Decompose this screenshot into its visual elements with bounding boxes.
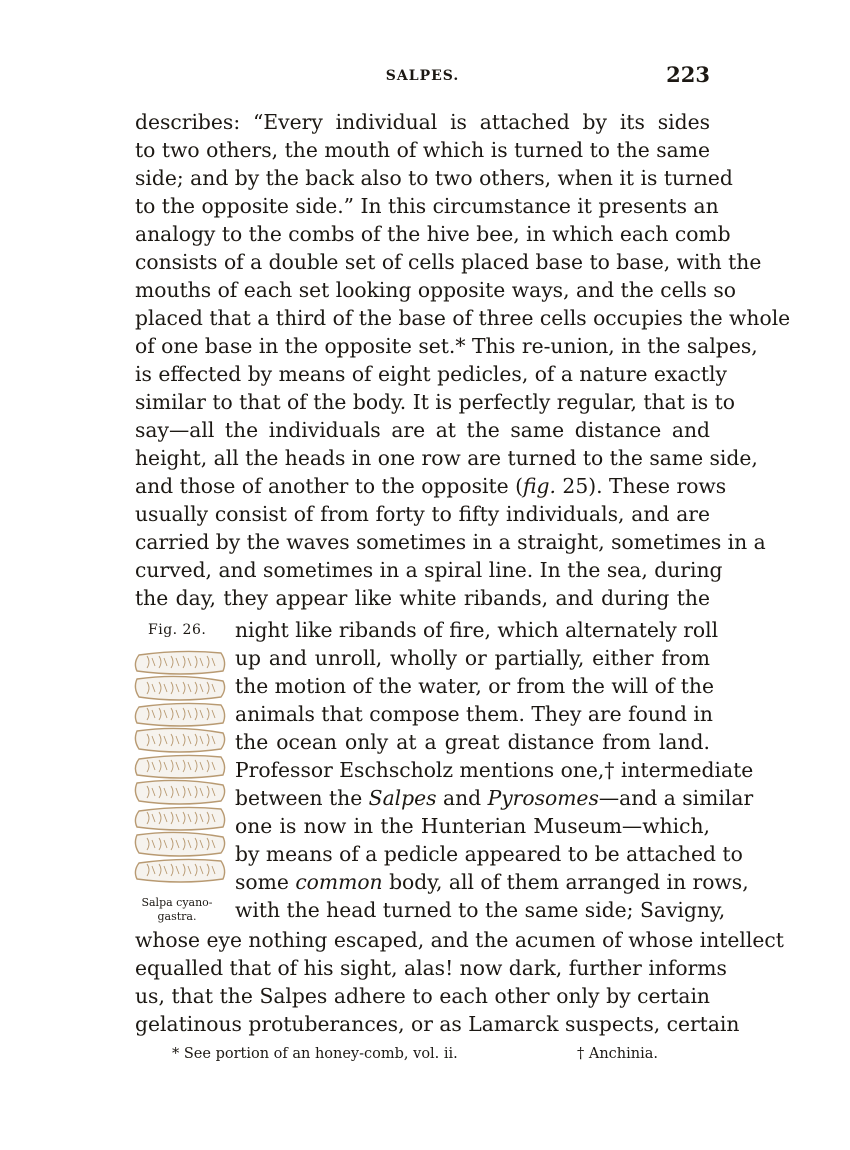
text-line: the day, they appear like white ribands, and during the <box>135 586 710 610</box>
text-line: the ocean only at a great distance from land. <box>235 730 710 754</box>
text-line: consists of a double set of cells placed base to base, with the <box>135 250 762 274</box>
running-title: SALPES. <box>385 68 460 84</box>
text-line: us, that the Salpes adhere to each other only by certain <box>135 984 710 1008</box>
caption-line: gastra. <box>157 910 197 923</box>
text-line: to the opposite side.” In this circumstance it presents an <box>135 194 719 218</box>
figure-caption <box>127 896 227 924</box>
text-line: to two others, the mouth of which is turned to the same <box>135 138 710 162</box>
text-line: of one base in the opposite set.* This re-union, in the salpes, <box>135 334 758 358</box>
text-run: between the <box>235 786 369 810</box>
text-line: similar to that of the body. It is perfectly regular, that is to <box>135 390 736 414</box>
text-line: with the head turned to the same side; Savigny, <box>235 898 726 922</box>
text-run: and those of another to the opposite ( <box>135 474 524 498</box>
text-line <box>135 472 727 500</box>
text-line <box>235 868 749 896</box>
text-run: —and a similar <box>598 786 754 810</box>
text-line: animals that compose them. They are found in <box>235 702 713 726</box>
text-line: carried by the waves sometimes in a straight, sometimes in a <box>135 530 766 554</box>
text-run: body, all of them arranged in rows, <box>382 870 749 894</box>
figure-reference: fig. <box>523 474 556 498</box>
text-line: mouths of each set looking opposite ways, and the cells so <box>135 278 737 302</box>
text-line: curved, and sometimes in a spiral line. In the sea, during <box>135 558 723 582</box>
text-line: the motion of the water, or from the will of the <box>235 674 714 698</box>
text-line: height, all the heads in one row are turned to the same side, <box>135 446 758 470</box>
text-line: usually consist of from forty to fifty individuals, and are <box>135 502 710 526</box>
text-line: placed that a third of the base of three cells occupies the whole <box>135 306 791 330</box>
text-line: one is now in the Hunterian Museum—which, <box>235 814 710 838</box>
salpa-chain-illustration <box>131 645 229 893</box>
text-line: say—all the individuals are at the same distance and <box>135 418 710 442</box>
figure-label: Fig. 26. <box>148 622 207 638</box>
text-line: up and unroll, wholly or partially, either from <box>235 646 710 670</box>
page-number: 223 <box>666 62 710 87</box>
text-line: by means of a pedicle appeared to be attached to <box>235 842 743 866</box>
text-line: gelatinous protuberances, or as Lamarck suspects, certain <box>135 1012 740 1036</box>
text-run: and <box>436 786 488 810</box>
footnote-anchinia: † Anchinia. <box>577 1046 658 1062</box>
footnote-honeycomb: * See portion of an honey-comb, vol. ii. <box>172 1046 458 1062</box>
salpa-figure-svg <box>131 645 229 893</box>
text-line: side; and by the back also to two others, when it is turned <box>135 166 733 190</box>
text-run: 25). These rows <box>555 474 727 498</box>
text-line: whose eye nothing escaped, and the acumen of whose intellect <box>135 928 784 952</box>
text-line: is effected by means of eight pedicles, of a nature exactly <box>135 362 727 386</box>
text-line: describes: “Every individual is attached by its sides <box>135 110 710 134</box>
text-line: Professor Eschscholz mentions one,† intermediate <box>235 758 754 782</box>
emphasis: common <box>295 870 383 894</box>
genus-name: Salpes <box>368 786 437 810</box>
text-line <box>235 784 754 812</box>
caption-line: Salpa cyano- <box>141 896 213 909</box>
genus-name: Pyrosomes <box>487 786 599 810</box>
text-line: analogy to the combs of the hive bee, in which each comb <box>135 222 731 246</box>
page-header <box>135 62 710 90</box>
text-run: some <box>235 870 296 894</box>
text-line: night like ribands of fire, which alternately roll <box>235 618 719 642</box>
text-line: equalled that of his sight, alas! now dark, further informs <box>135 956 727 980</box>
